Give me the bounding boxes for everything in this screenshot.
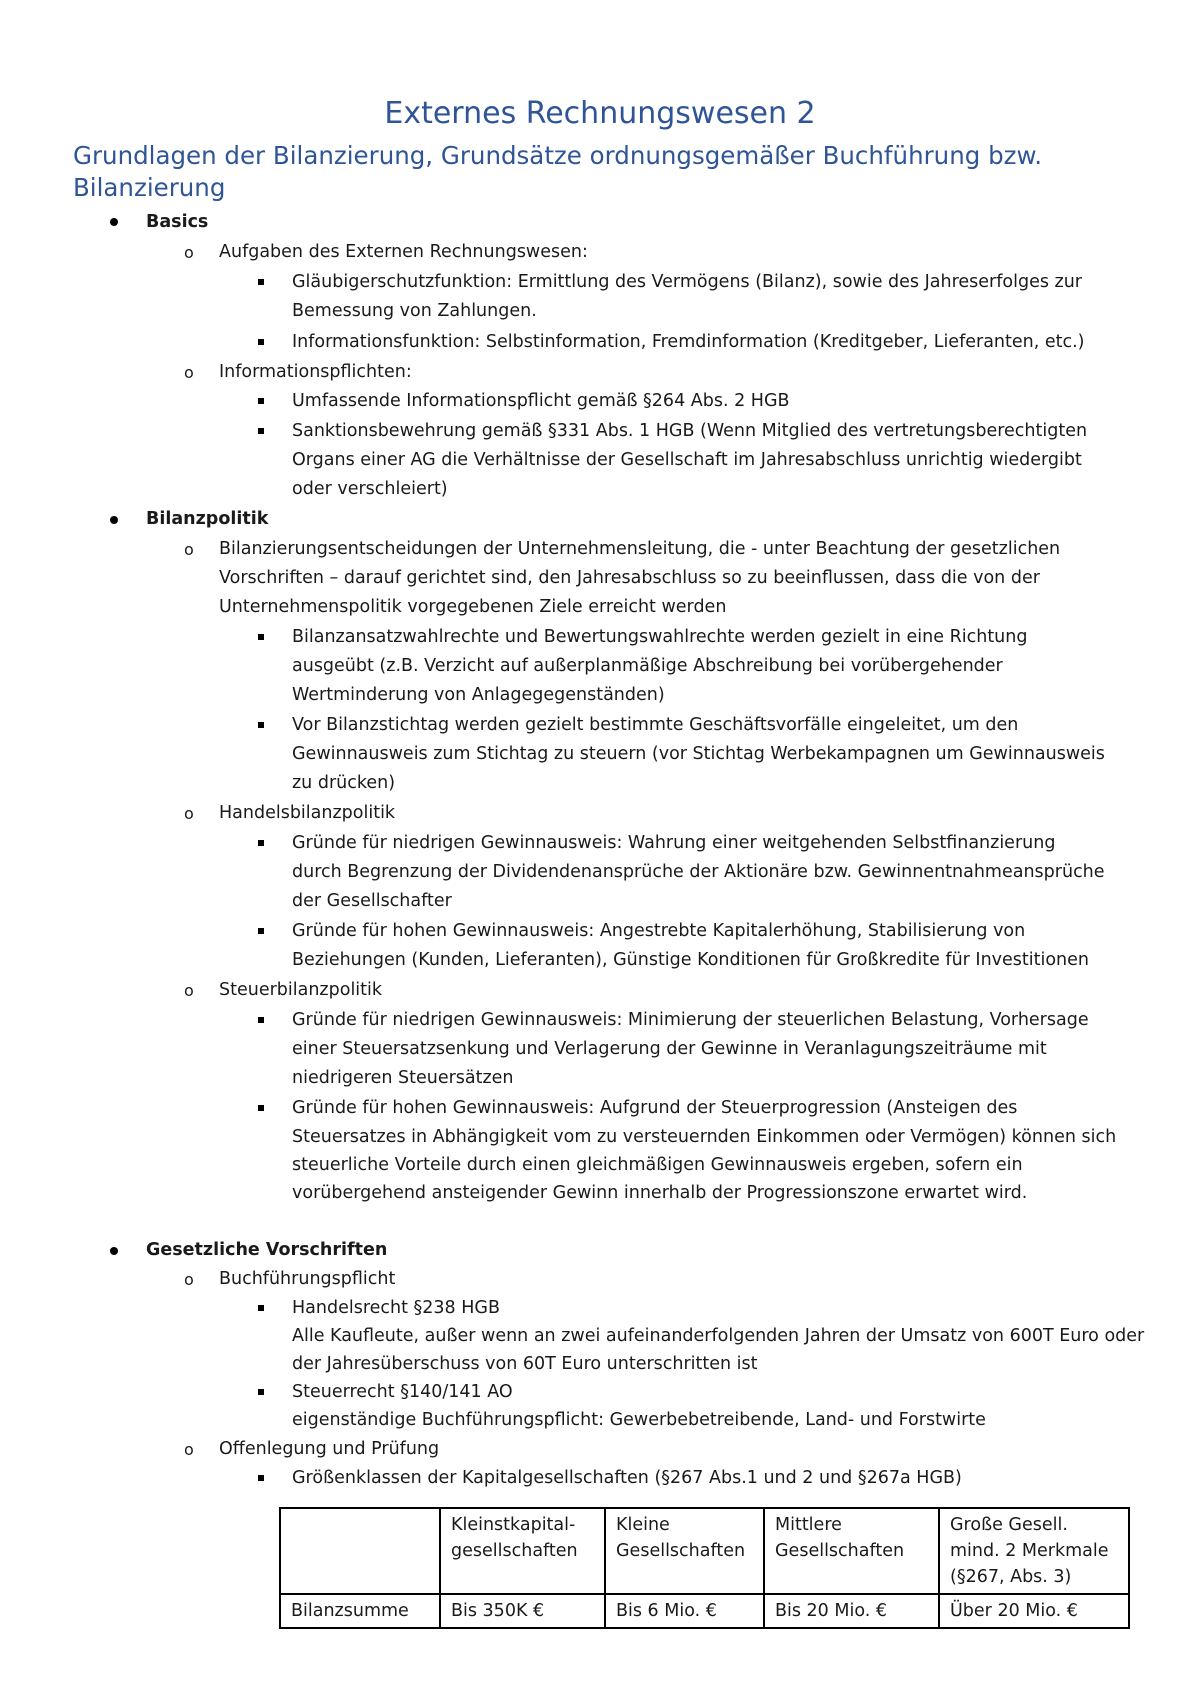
list-item-level3: Informationsfunktion: Selbstinformation, Fremdinformation (Kreditgeber, Lieferanten, etc.) xyxy=(292,332,1085,352)
square-bullet-icon xyxy=(258,634,264,640)
list-item-level1: Bilanzpolitik xyxy=(146,509,269,529)
bullet-icon xyxy=(110,1247,118,1255)
square-bullet-icon xyxy=(258,1305,264,1311)
circle-bullet-icon: o xyxy=(184,540,194,559)
list-item-continuation: Alle Kaufleute, außer wenn an zwei aufeinanderfolgenden Jahren der Umsatz von 600T Euro oder xyxy=(292,1326,1145,1346)
table-header-row xyxy=(280,1508,1129,1594)
list-item-continuation: vorübergehend ansteigender Gewinn innerhalb der Progressionszone erwartet wird. xyxy=(292,1183,1028,1203)
square-bullet-icon xyxy=(258,928,264,934)
list-item-continuation: Beziehungen (Kunden, Lieferanten), Günstige Konditionen für Großkredite für Investitionen xyxy=(292,950,1090,970)
list-item-level3: Umfassende Informationspflicht gemäß §264 Abs. 2 HGB xyxy=(292,391,790,411)
document-title: Externes Rechnungswesen 2 xyxy=(384,96,816,131)
circle-bullet-icon: o xyxy=(184,804,194,823)
list-item-level1: Basics xyxy=(146,212,209,232)
section-heading: Grundlagen der Bilanzierung, Grundsätze ordnungsgemäßer Buchführung bzw. Bilanzierung xyxy=(73,141,1043,202)
list-item-continuation: niedrigeren Steuersätzen xyxy=(292,1068,514,1088)
square-bullet-icon xyxy=(258,1017,264,1023)
list-item-level3: Vor Bilanzstichtag werden gezielt bestimmte Geschäftsvorfälle eingeleitet, um den xyxy=(292,715,1019,735)
list-item-level3: Steuerrecht §140/141 AO xyxy=(292,1382,513,1402)
table-header-cell: Kleine Gesellschaften xyxy=(605,1508,764,1594)
list-item-level2: Bilanzierungsentscheidungen der Unternehmensleitung, die - unter Beachtung der gesetzlichen xyxy=(219,539,1061,559)
table-cell: Über 20 Mio. € xyxy=(939,1594,1129,1628)
list-item-continuation: Bemessung von Zahlungen. xyxy=(292,301,537,321)
bullet-icon xyxy=(110,516,118,524)
circle-bullet-icon: o xyxy=(184,243,194,262)
list-item-level2: Offenlegung und Prüfung xyxy=(219,1439,440,1459)
table-row xyxy=(280,1594,1129,1628)
square-bullet-icon xyxy=(258,279,264,285)
list-item-continuation: Organs einer AG die Verhältnisse der Gesellschaft im Jahresabschluss unrichtig wiedergibt xyxy=(292,450,1082,470)
list-item-level3: Größenklassen der Kapitalgesellschaften (§267 Abs.1 und 2 und §267a HGB) xyxy=(292,1468,962,1488)
square-bullet-icon xyxy=(258,1389,264,1395)
table-header-cell: Mittlere Gesellschaften xyxy=(764,1508,939,1594)
square-bullet-icon xyxy=(258,840,264,846)
list-item-level2: Steuerbilanzpolitik xyxy=(219,980,383,1000)
list-item-continuation: Unternehmenspolitik vorgegebenen Ziele erreicht werden xyxy=(219,597,727,617)
circle-bullet-icon: o xyxy=(184,1440,194,1459)
list-item-continuation: steuerliche Vorteile durch einen gleichmäßigen Gewinnausweis ergeben, sofern ein xyxy=(292,1155,1023,1175)
list-item-continuation: ausgeübt (z.B. Verzicht auf außerplanmäßige Abschreibung bei vorübergehender xyxy=(292,656,1003,676)
list-item-level3: Handelsrecht §238 HGB xyxy=(292,1298,500,1318)
square-bullet-icon xyxy=(258,428,264,434)
list-item-level3: Bilanzansatzwahlrechte und Bewertungswahlrechte werden gezielt in eine Richtung xyxy=(292,627,1028,647)
circle-bullet-icon: o xyxy=(184,363,194,382)
table-header-cell xyxy=(280,1508,440,1594)
table-header-cell: Kleinstkapital- gesellschaften xyxy=(440,1508,605,1594)
list-item-continuation: durch Begrenzung der Dividendenansprüche der Aktionäre bzw. Gewinnentnahmeansprüche xyxy=(292,862,1105,882)
list-item-continuation: eigenständige Buchführungspflicht: Gewerbebetreibende, Land- und Forstwirte xyxy=(292,1410,986,1430)
list-item-continuation: der Jahresüberschuss von 60T Euro unterschritten ist xyxy=(292,1354,758,1374)
bullet-icon xyxy=(110,218,118,226)
list-item-continuation: Vorschriften – darauf gerichtet sind, den Jahresabschluss so zu beeinflussen, dass die von der xyxy=(219,568,1040,588)
list-item-level3: Gründe für niedrigen Gewinnausweis: Wahrung einer weitgehenden Selbstfinanzierung xyxy=(292,833,1056,853)
list-item-level3: Gründe für hohen Gewinnausweis: Angestrebte Kapitalerhöhung, Stabilisierung von xyxy=(292,921,1026,941)
list-item-level2: Buchführungspflicht xyxy=(219,1269,396,1289)
square-bullet-icon xyxy=(258,1105,264,1111)
list-item-continuation: oder verschleiert) xyxy=(292,479,448,499)
list-item-level3: Sanktionsbewehrung gemäß §331 Abs. 1 HGB (Wenn Mitglied des vertretungsberechtigten xyxy=(292,421,1088,441)
list-item-continuation: der Gesellschafter xyxy=(292,891,452,911)
list-item-level3: Gründe für hohen Gewinnausweis: Aufgrund der Steuerprogression (Ansteigen des xyxy=(292,1098,1018,1118)
square-bullet-icon xyxy=(258,339,264,345)
table-cell: Bis 20 Mio. € xyxy=(764,1594,939,1628)
square-bullet-icon xyxy=(258,722,264,728)
list-item-continuation: zu drücken) xyxy=(292,773,396,793)
list-item-continuation: Wertminderung von Anlagegegenständen) xyxy=(292,685,665,705)
list-item-level3: Gläubigerschutzfunktion: Ermittlung des Vermögens (Bilanz), sowie des Jahreserfolges zur xyxy=(292,272,1083,292)
size-classes-table xyxy=(279,1507,1130,1629)
circle-bullet-icon: o xyxy=(184,1270,194,1289)
circle-bullet-icon: o xyxy=(184,981,194,1000)
square-bullet-icon xyxy=(258,1475,264,1481)
list-item-level1: Gesetzliche Vorschriften xyxy=(146,1240,388,1260)
list-item-level2: Aufgaben des Externen Rechnungswesen: xyxy=(219,242,588,262)
table-cell: Bilanzsumme xyxy=(280,1594,440,1628)
list-item-level2: Informationspflichten: xyxy=(219,362,412,382)
table-cell: Bis 6 Mio. € xyxy=(605,1594,764,1628)
table-cell: Bis 350K € xyxy=(440,1594,605,1628)
square-bullet-icon xyxy=(258,398,264,404)
list-item-continuation: Gewinnausweis zum Stichtag zu steuern (vor Stichtag Werbekampagnen um Gewinnausweis xyxy=(292,744,1105,764)
list-item-continuation: einer Steuersatzsenkung und Verlagerung der Gewinne in Veranlagungszeiträume mit xyxy=(292,1039,1047,1059)
list-item-continuation: Steuersatzes in Abhängigkeit vom zu versteuernden Einkommen oder Vermögen) können sich xyxy=(292,1127,1117,1147)
list-item-level3: Gründe für niedrigen Gewinnausweis: Minimierung der steuerlichen Belastung, Vorhersage xyxy=(292,1010,1089,1030)
table-header-cell: Große Gesell. mind. 2 Merkmale (§267, Abs. 3) xyxy=(939,1508,1129,1594)
list-item-level2: Handelsbilanzpolitik xyxy=(219,803,396,823)
